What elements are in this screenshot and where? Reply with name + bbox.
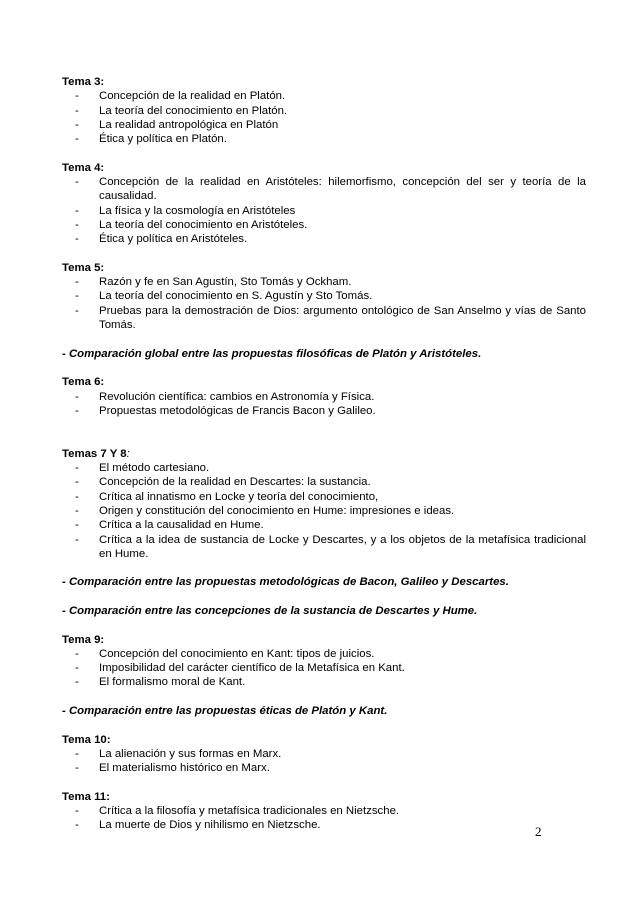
- tema-heading: [62, 447, 586, 461]
- tema-section: [62, 633, 586, 690]
- tema-heading-text: Tema 9:: [62, 633, 105, 646]
- list-item-text: Pruebas para la demostración de Dios: argumento ontológico de San Anselmo y vías de Santo Tomás.: [99, 304, 586, 332]
- dash-bullet: -: [75, 233, 79, 246]
- tema-heading-text: Tema 5:: [62, 261, 105, 274]
- tema-section: [62, 75, 586, 146]
- dash-bullet: -: [75, 390, 79, 403]
- list-item: [62, 761, 586, 775]
- dash-bullet: -: [75, 176, 79, 189]
- list-item-text: Crítica a la filosofía y metafísica tradicionales en Nietzsche.: [99, 805, 400, 818]
- list-item: [62, 661, 586, 675]
- dash-bullet: -: [75, 204, 79, 217]
- dash-bullet: -: [75, 533, 79, 546]
- tema-heading-text: Tema 11:: [62, 790, 110, 803]
- tema-item-list: [62, 175, 586, 246]
- dash-bullet: -: [75, 290, 79, 303]
- tema-heading: [62, 261, 586, 275]
- list-item: [62, 533, 586, 562]
- tema-section: [62, 261, 586, 332]
- list-item: [62, 490, 586, 504]
- tema-item-list: [62, 747, 586, 776]
- dash-bullet: -: [75, 676, 79, 689]
- list-item-text: Razón y fe en San Agustín, Sto Tomás y Ockham.: [99, 276, 352, 289]
- list-item: [62, 804, 586, 818]
- dash-bullet: -: [75, 462, 79, 475]
- list-item-text: Ética y política en Platón.: [99, 133, 227, 146]
- list-item: [62, 504, 586, 518]
- list-item-text: Crítica a la causalidad en Hume.: [99, 519, 264, 532]
- list-item: [62, 404, 586, 418]
- dash-bullet: -: [75, 747, 79, 760]
- list-item-text: La muerte de Dios y nihilismo en Nietzsche.: [99, 819, 321, 832]
- dash-bullet: -: [75, 404, 79, 417]
- list-item: [62, 818, 586, 832]
- comparison-statement: - Comparación global entre las propuestas filosóficas de Platón y Aristóteles.: [62, 347, 482, 360]
- list-item-text: El materialismo histórico en Marx.: [99, 762, 270, 775]
- list-item-text: La realidad antropológica en Platón: [99, 118, 279, 131]
- list-item: [62, 518, 586, 532]
- tema-heading: [62, 375, 586, 389]
- list-item-text: Concepción de la realidad en Aristóteles: hilemorfismo, concepción del ser y teoría de la causalidad.: [99, 176, 586, 203]
- tema-heading: [62, 161, 586, 175]
- list-item: [62, 218, 586, 232]
- list-item-text: Origen y constitución del conocimiento en Hume: impresiones e ideas.: [99, 504, 455, 517]
- dash-bullet: -: [75, 276, 79, 289]
- tema-item-list: [62, 647, 586, 690]
- list-item-text: El método cartesiano.: [99, 462, 210, 475]
- tema-heading-suffix: :: [126, 447, 130, 460]
- list-item-text: La teoría del conocimiento en Aristóteles.: [99, 218, 308, 231]
- tema-item-list: [62, 804, 586, 833]
- list-item-text: La alienación y sus formas en Marx.: [99, 747, 282, 760]
- list-item: [62, 89, 586, 103]
- tema-item-list: [62, 390, 586, 419]
- list-item-text: Propuestas metodológicas de Francis Bacon y Galileo.: [99, 404, 376, 417]
- list-item-text: Crítica a la idea de sustancia de Locke y Descartes, y a los objetos de la metafísica tradicional en Hume.: [99, 533, 586, 560]
- list-item: [62, 232, 586, 246]
- list-item-text: Ética y política en Aristóteles.: [99, 233, 248, 246]
- tema-heading-text: Tema 6:: [62, 376, 105, 389]
- tema-item-list: [62, 461, 586, 561]
- tema-heading-text: Tema 3:: [62, 76, 105, 88]
- page-number: 2: [535, 824, 542, 839]
- tema-section: [62, 447, 586, 561]
- tema-section: [62, 790, 586, 833]
- tema-section: [62, 733, 586, 776]
- list-item: [62, 475, 586, 489]
- tema-heading: [62, 733, 586, 747]
- tema-heading-text: Tema 10:: [62, 733, 111, 746]
- dash-bullet: -: [75, 218, 79, 231]
- list-item: [62, 675, 586, 689]
- tema-heading: [62, 633, 586, 647]
- list-item-text: La teoría del conocimiento en Platón.: [99, 104, 288, 117]
- list-item-text: El formalismo moral de Kant.: [99, 676, 246, 689]
- dash-bullet: -: [75, 476, 79, 489]
- tema-section: [62, 375, 586, 418]
- list-item-text: Crítica al innatismo en Locke y teoría del conocimiento,: [99, 490, 379, 503]
- dash-bullet: -: [75, 104, 79, 117]
- list-item: [62, 304, 586, 333]
- tema-item-list: [62, 89, 586, 146]
- syllabus-content: [62, 75, 586, 847]
- comparison-statement: - Comparación entre las propuestas éticas de Platón y Kant.: [62, 705, 388, 718]
- tema-heading: [62, 75, 586, 89]
- list-item-text: Concepción de la realidad en Platón.: [99, 90, 286, 103]
- list-item: [62, 289, 586, 303]
- tema-heading-text: Tema 4:: [62, 161, 105, 174]
- list-item-text: Concepción de la realidad en Descartes: la sustancia.: [99, 476, 371, 489]
- list-item-text: Imposibilidad del carácter científico de la Metafísica en Kant.: [99, 662, 405, 675]
- list-item: [62, 647, 586, 661]
- list-item: [62, 132, 586, 146]
- dash-bullet: -: [75, 647, 79, 660]
- dash-bullet: -: [75, 662, 79, 675]
- dash-bullet: -: [75, 118, 79, 131]
- tema-heading-text: Temas 7 Y 8: [62, 447, 127, 460]
- list-item: [62, 104, 586, 118]
- list-item-text: Revolución científica: cambios en Astronomía y Física.: [99, 390, 375, 403]
- dash-bullet: -: [75, 304, 79, 317]
- list-item-text: Concepción del conocimiento en Kant: tipos de juicios.: [99, 647, 375, 660]
- list-item: [62, 175, 586, 204]
- list-item: [62, 390, 586, 404]
- tema-item-list: [62, 275, 586, 332]
- list-item: [62, 204, 586, 218]
- dash-bullet: -: [75, 504, 79, 517]
- list-item: [62, 747, 586, 761]
- list-item: [62, 118, 586, 132]
- dash-bullet: -: [75, 490, 79, 503]
- tema-section: [62, 161, 586, 247]
- list-item-text: La física y la cosmología en Aristóteles: [99, 204, 296, 217]
- list-item-text: La teoría del conocimiento en S. Agustín y Sto Tomás.: [99, 290, 373, 303]
- comparison-statement: - Comparación entre las concepciones de la sustancia de Descartes y Hume.: [62, 604, 478, 617]
- list-item: [62, 461, 586, 475]
- dash-bullet: -: [75, 762, 79, 775]
- list-item: [62, 275, 586, 289]
- dash-bullet: -: [75, 133, 79, 146]
- dash-bullet: -: [75, 519, 79, 532]
- dash-bullet: -: [75, 805, 79, 818]
- dash-bullet: -: [75, 90, 79, 103]
- dash-bullet: -: [75, 819, 79, 832]
- tema-heading: [62, 790, 586, 804]
- comparison-statement: - Comparación entre las propuestas metodológicas de Bacon, Galileo y Descartes.: [62, 576, 509, 589]
